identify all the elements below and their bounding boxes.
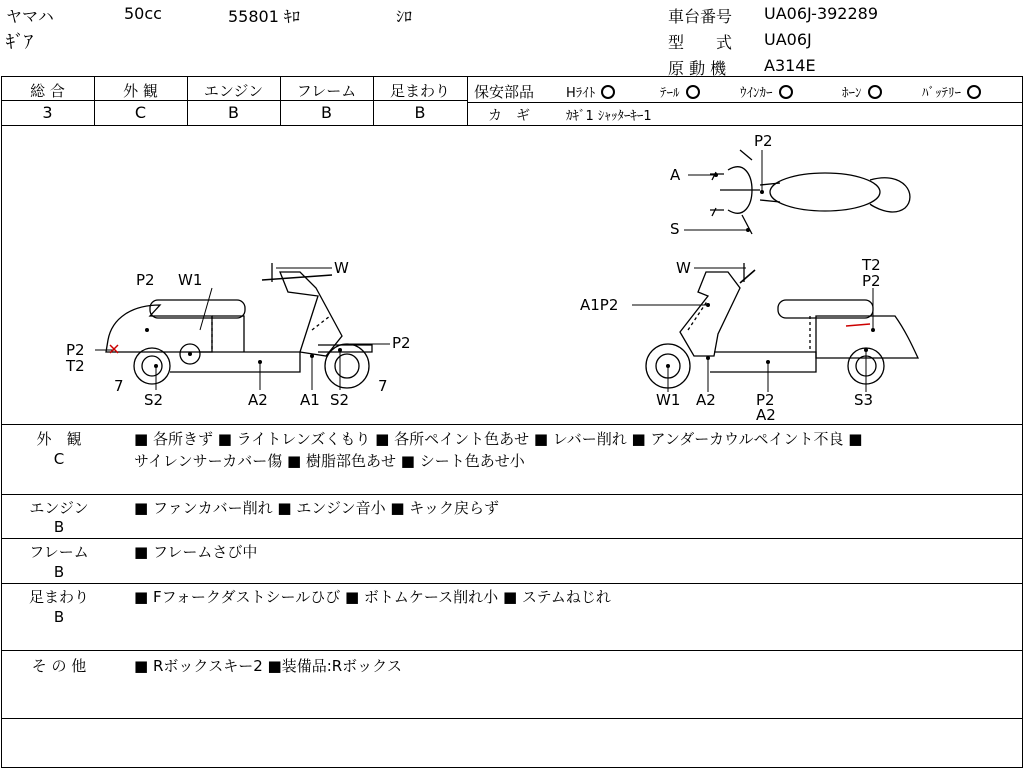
label-right-p2: P2 <box>862 272 881 290</box>
note-engine-line1: ■ ファンカバー削れ ■ エンジン音小 ■ キック戻らず <box>134 499 500 517</box>
notes-divider <box>1 650 1022 651</box>
label-right-w: W <box>676 259 691 277</box>
label-left-w: W <box>334 259 349 277</box>
grade-frame-label: フレーム <box>296 82 357 100</box>
label-left-s2b: S2 <box>330 391 350 409</box>
label-right-t2: T2 <box>862 256 881 274</box>
label-left-a2: A2 <box>248 391 268 409</box>
note-exterior-grade: C <box>53 450 65 468</box>
note-suspension-grade: B <box>53 608 65 626</box>
note-exterior-label: 外 観 <box>36 430 82 448</box>
note-exterior-line1: ■ 各所きず ■ ライトレンズくもり ■ 各所ペイント色あせ ■ レバー削れ ■ アンダーカウルペイント不良 ■ <box>134 430 863 448</box>
label-left-7b: 7 <box>378 377 388 395</box>
label-right-s3: S3 <box>854 391 874 409</box>
note-frame-line1: ■ フレームさび中 <box>134 543 258 561</box>
safety-horn-label: ﾎｰﾝ <box>842 86 862 101</box>
label-right-w1: W1 <box>656 391 681 409</box>
type-value: UA06J <box>764 30 812 49</box>
note-other-label: そ の 他 <box>31 657 87 675</box>
engine-label: 原 動 機 <box>668 59 727 78</box>
label-right-p2b: P2 <box>756 391 775 409</box>
frame-no-label: 車台番号 <box>668 7 733 26</box>
grade-suspension-value: B <box>414 103 426 122</box>
frame-no: UA06J-392289 <box>764 4 879 23</box>
note-suspension-label: 足まわり <box>28 588 89 606</box>
label-left-p2-right: P2 <box>392 334 411 352</box>
mileage: 55801 ｷﾛ <box>228 7 300 26</box>
grade-engine-label: エンジン <box>203 82 264 100</box>
scooter-top-view <box>710 150 910 234</box>
notes-divider <box>1 538 1022 539</box>
safety-battery-label: ﾊﾞｯﾃﾘｰ <box>922 86 961 101</box>
label-left-w1: W1 <box>178 271 203 289</box>
label-right-a2: A2 <box>696 391 716 409</box>
grade-frame-value: B <box>321 103 332 122</box>
label-left-7a: 7 <box>114 377 124 395</box>
displacement: 50cc <box>124 4 162 23</box>
safety-tail-label: ﾃｰﾙ <box>660 86 680 101</box>
type-label: 型 式 <box>668 33 733 52</box>
label-left-s2a: S2 <box>144 391 164 409</box>
notes-divider <box>1 494 1022 495</box>
label-right-a1p2: A1P2 <box>580 296 619 314</box>
grade-exterior-label: 外 観 <box>123 82 158 100</box>
label-left-t2: T2 <box>66 357 85 375</box>
note-engine-label: エンジン <box>29 499 89 517</box>
note-suspension-line1: ■ Fフォークダストシールひび ■ ボトムケース削れ小 ■ ステムねじれ <box>134 588 611 606</box>
notes-divider <box>1 718 1022 719</box>
safety-winker-label: ｳｲﾝｶｰ <box>740 86 773 101</box>
note-exterior-line2: サイレンサーカバー傷 ■ 樹脂部色あせ ■ シート色あせ小 <box>134 452 525 470</box>
grade-total-label: 総 合 <box>30 82 65 100</box>
grade-exterior-value: C <box>134 103 147 122</box>
note-frame-grade: B <box>53 563 65 581</box>
model-name: ｷﾞｱ <box>6 32 33 53</box>
label-left-p2: P2 <box>66 341 85 359</box>
safety-label: 保安部品 <box>474 83 535 101</box>
label-top-s: S <box>670 220 680 238</box>
label-top-a: A <box>670 166 681 184</box>
note-frame-label: フレーム <box>29 543 89 561</box>
maker: ヤマハ <box>6 7 54 26</box>
notes-divider <box>1 583 1022 584</box>
color: ｼﾛ <box>396 7 413 26</box>
grade-total-value: 3 <box>42 103 53 122</box>
label-left-a1: A1 <box>300 391 320 409</box>
note-engine-grade: B <box>53 518 65 536</box>
engine-value: A314E <box>764 56 816 75</box>
label-right-a2b: A2 <box>756 406 776 424</box>
note-other-line1: ■ Rボックスキー2 ■装備品:Rボックス <box>134 657 403 675</box>
safety-headlight-label: Hﾗｲﾄ <box>566 86 596 101</box>
label-top-p2: P2 <box>754 132 773 150</box>
label-left-p2-top: P2 <box>136 271 155 289</box>
key-value: ｶｷﾞ1 ｼｬｯﾀｰｷｰ1 <box>566 109 652 124</box>
grade-engine-value: B <box>228 103 239 122</box>
key-label: カ ギ <box>488 108 530 124</box>
grade-suspension-label: 足まわり <box>389 82 450 100</box>
